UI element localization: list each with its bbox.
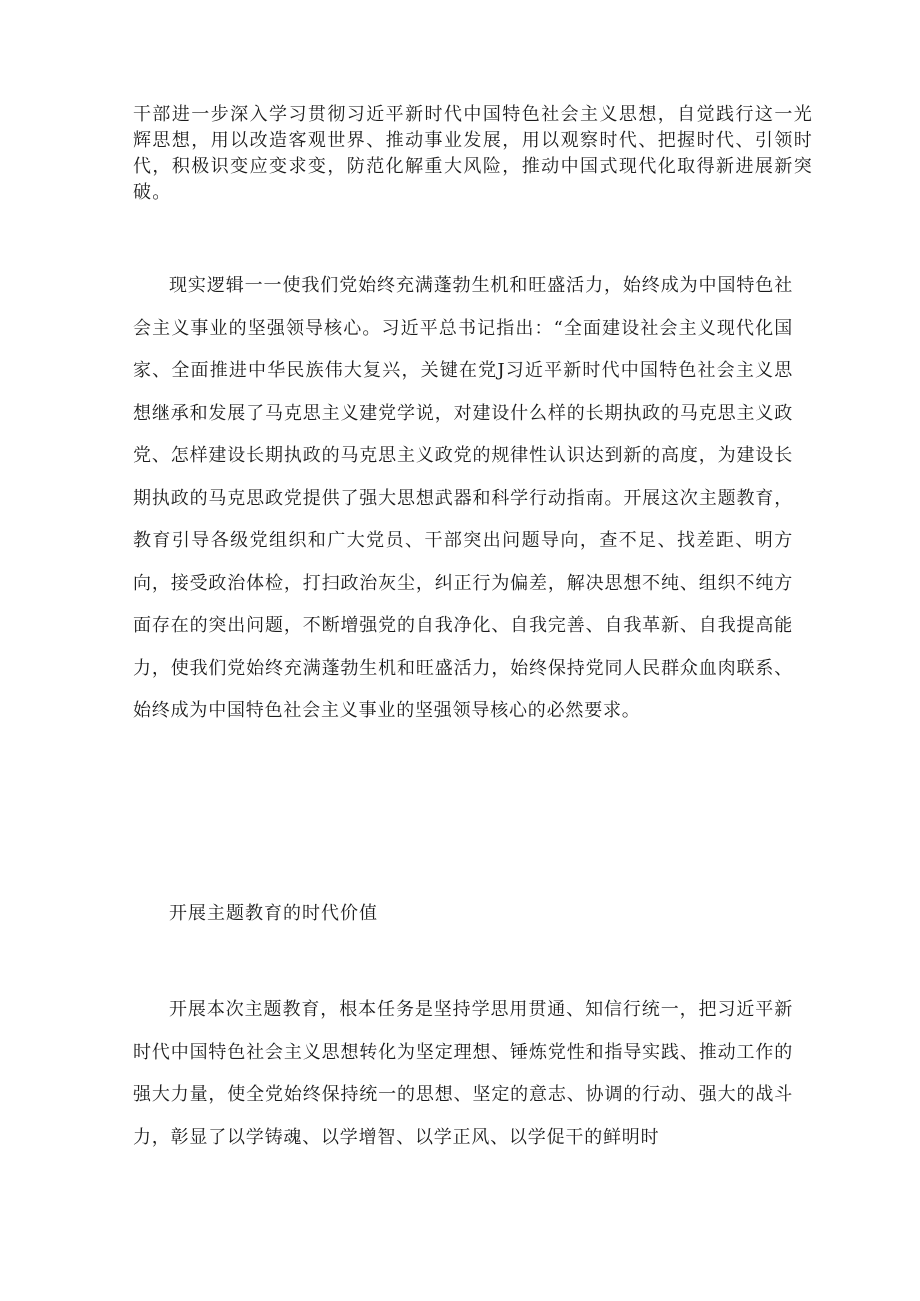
paragraph-era-value: 开展本次主题教育，根本任务是坚持学思用贯通、知信行统一，把习近平新时代中国特色社会主义思想转化为坚定理想、锤炼党性和指导实践、推动工作的强大力量，使全党始终保持统一的思想、坚定的意志、协调的行动、强大的战斗力，彰显了以学铸魂、以学增智、以学正风、以学促干的鲜明时 bbox=[133, 999, 793, 1148]
section-heading: 开展主题教育的时代价值 bbox=[169, 903, 378, 924]
paragraph-continuation: 干部进一步深入学习贯彻习近平新时代中国特色社会主义思想，自觉践行这一光辉思想，用以改造客观世界、推动事业发展，用以观察时代、把握时代、引领时代，积极识变应变求变，防范化解重大风险，推动中国式现代化取得新进展新突破。 bbox=[133, 104, 813, 203]
paragraph-reality-logic: 现实逻辑一一使我们党始终充满蓬勃生机和旺盛活力，始终成为中国特色社会主义事业的坚强领导核心。习近平总书记指出：“全面建设社会主义现代化国家、全面推进中华民族伟大复兴，关键在党J习近平新时代中国特色社会主义思想继承和发展了马克思主义建党学说，对建设什么样的长期执政的马克思主义政党、怎样建设长期执政的马克思主义政党的规律性认识达到新的高度，为建设长期执政的马克思政党提供了强大思想武器和科学行动指南。开展这次主题教育，教育引导各级党组织和广大党员、干部突出问题导向，查不足、找差距、明方向，接受政治体检，打扫政治灰尘，纠正行为偏差，解决思想不纯、组织不纯方面存在的突出问题，不断增强党的自我净化、自我完善、自我革新、自我提高能力，使我们党始终充满蓬勃生机和旺盛活力，始终保持党同人民群众血肉联系、始终成为中国特色社会主义事业的坚强领导核心的必然要求。 bbox=[133, 275, 793, 721]
